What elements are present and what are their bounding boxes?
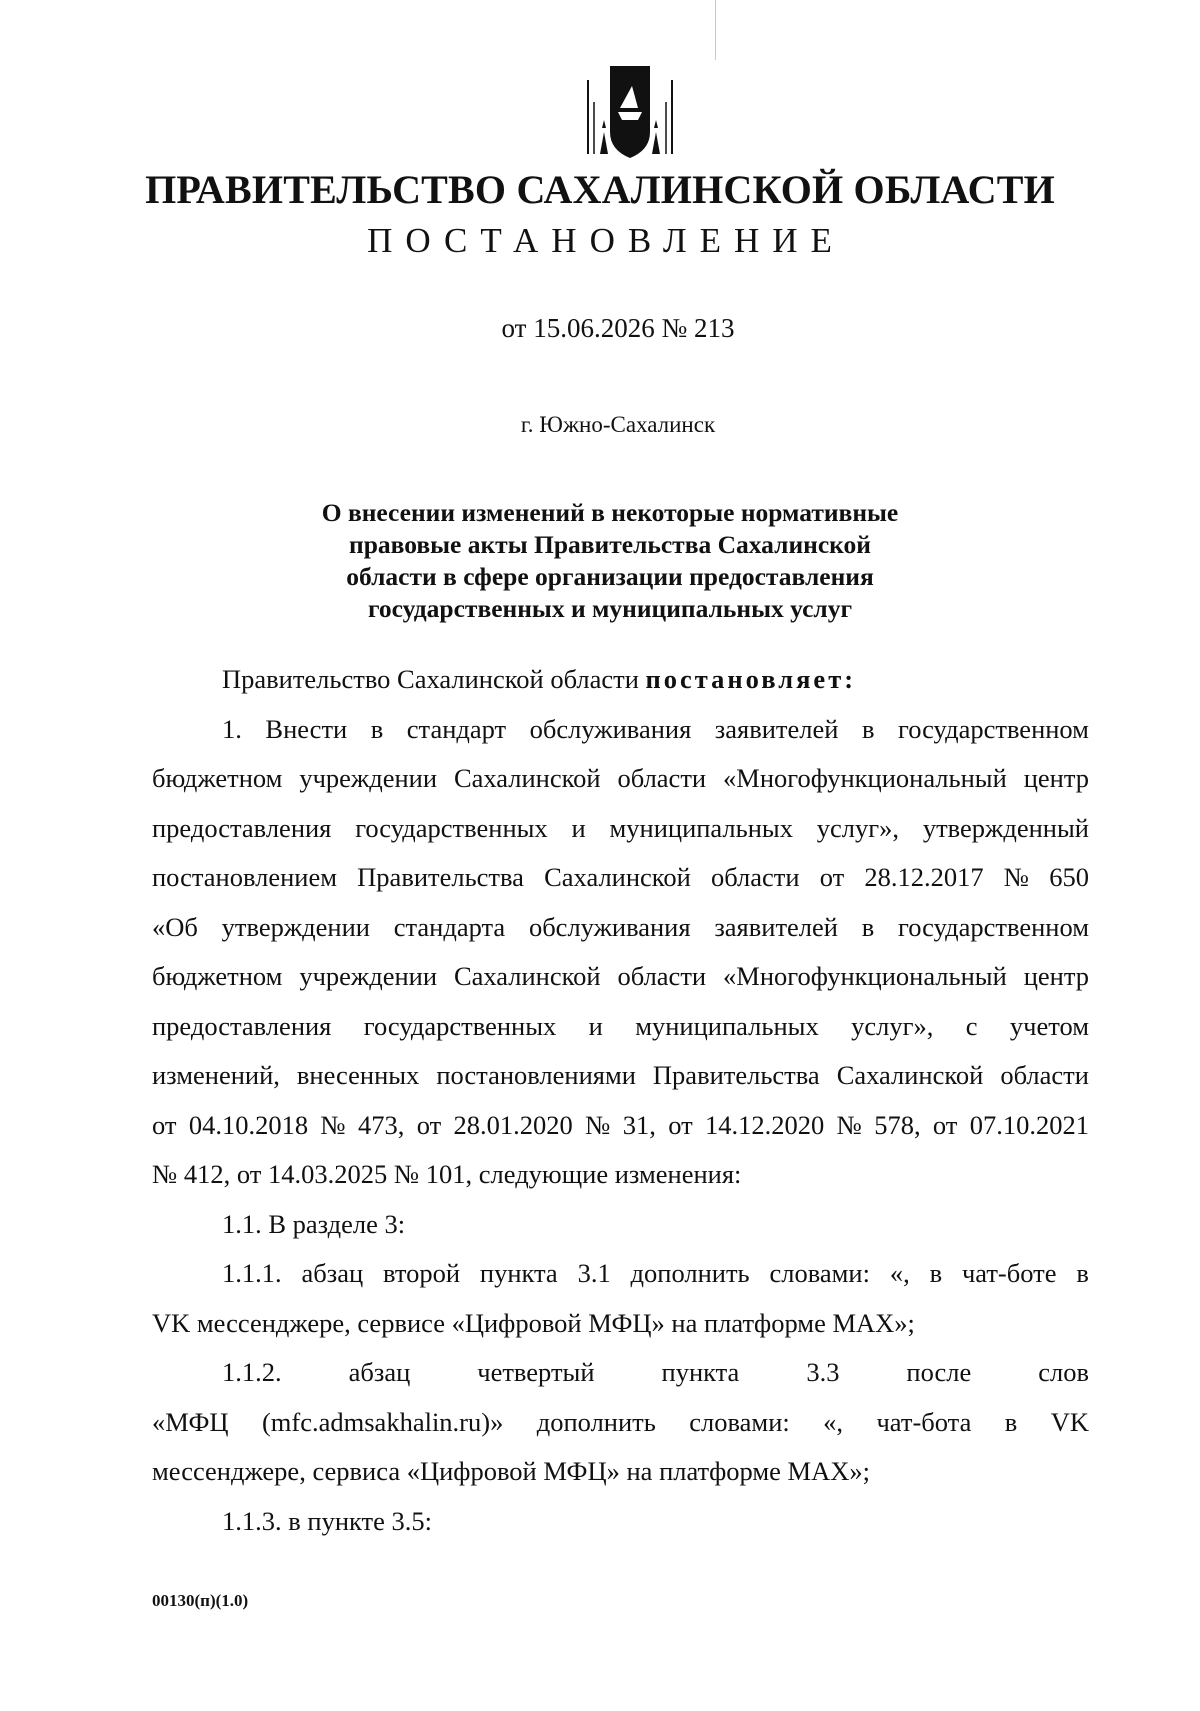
word: абзац [301,1258,364,1288]
word: услуг», [816,812,900,843]
word: № [320,1109,346,1140]
word: заявителей [714,911,838,942]
word: в [370,713,384,744]
word: и [588,1010,603,1041]
body-line [152,1398,1089,1448]
word: словами: [769,1258,870,1288]
word: четвертый [477,1357,595,1387]
word: «МФЦ [152,1406,229,1437]
word: постановлениями [436,1060,636,1090]
body-line [152,1348,1089,1398]
word: в [1076,1258,1089,1288]
document-type: ПОСТАНОВЛЕНИЕ [367,221,845,260]
word: № [1003,862,1030,892]
body-line [152,705,1089,755]
word: 28.01.2020 [453,1109,573,1140]
scan-artifact-line [715,0,716,60]
word: «, [823,1406,844,1437]
word: муниципальных [635,1010,819,1041]
subject-line: правовые акты Правительства Сахалинской [349,530,871,559]
body-line [152,952,1089,1002]
word: словами: [689,1406,790,1437]
word: области [1000,1060,1089,1090]
word: от [416,1109,442,1140]
document-city: г. Южно-Сахалинск [520,412,716,437]
word: в [861,713,875,744]
body-line: мессенджере, сервиса «Цифровой МФЦ» на платформе MAX»; [152,1456,871,1486]
word: в [929,1258,943,1288]
word: центр [1023,961,1089,991]
word: учреждении [299,961,438,991]
government-title: ПРАВИТЕЛЬСТВО САХАЛИНСКОЙ ОБЛАСТИ [145,167,1055,212]
body-line [152,1249,1089,1299]
word: области [710,862,800,892]
word: утвержденный [922,812,1089,843]
document-body [152,655,1089,1546]
body-line [152,903,1089,953]
word: постановлением [152,862,337,892]
word: 04.10.2018 [188,1109,309,1140]
subject-line: области в сфере организации предоставления [346,562,874,591]
word: Сахалинской [453,961,601,991]
word: и [571,812,586,843]
section-heading: 1.1. В разделе 3: [222,1208,406,1239]
word: от [152,1109,177,1140]
word: внесенных [296,1060,420,1090]
body-line [152,853,1089,903]
preamble [152,655,1089,705]
word: бюджетном [152,961,283,991]
word: стандарта [393,911,506,942]
word: пункта [479,1258,558,1288]
word: в [861,911,875,942]
body-line [152,1002,1089,1052]
word: государственном [898,911,1089,942]
word: в [1004,1406,1018,1437]
preamble-text: Правительство Сахалинской области [222,664,646,694]
subsection-heading: 1.1.3. в пункте 3.5: [222,1505,432,1536]
word: от [932,1109,958,1140]
word: области [617,961,707,991]
word: учетом [1009,1010,1089,1041]
word: слов [1038,1357,1089,1387]
word: муниципальных [609,812,793,843]
word: Сахалинской [836,1060,984,1090]
word: чат-бота [876,1406,972,1437]
word: «Многофункциональный [723,763,1007,793]
word: предоставления [152,1010,332,1041]
word: второй [383,1258,461,1288]
word: (mfc.admsakhalin.ru)» [261,1406,504,1437]
word: заявителей [714,713,839,744]
body-line: VK мессенджере, сервисе «Цифровой МФЦ» на платформе MAX»; [152,1307,915,1338]
preamble-emphasis: постановляет [645,664,845,694]
word: 473, [358,1109,405,1140]
word: VK [1050,1406,1089,1437]
word: 1.1.1. [222,1258,282,1288]
word: 07.10.2021 [969,1109,1089,1140]
word: 14.12.2020 [705,1109,825,1140]
word: учреждении [299,763,438,793]
word: 578, [874,1109,921,1140]
word: изменений, [152,1060,280,1090]
word: Внести [265,713,348,744]
word: центр [1023,763,1089,793]
word: 3.3 [806,1357,840,1387]
word: Правительства [357,862,524,892]
word: чат-боте [961,1258,1057,1288]
subject-line: государственных и муниципальных услуг [367,594,853,623]
word: услуг», [851,1010,934,1041]
word: 28.12.2017 [864,862,984,892]
word: дополнить [630,1258,750,1288]
word: Сахалинской [453,763,601,793]
word: с [965,1010,978,1041]
body-line [152,1051,1089,1101]
form-code: 00130(п)(1.0) [152,1591,249,1610]
word: бюджетном [152,763,283,793]
preamble-colon: : [844,664,857,694]
word: государственных [355,812,548,843]
coat-of-arms-icon [580,62,680,162]
word: абзац [348,1357,411,1387]
word: пункта [661,1357,740,1387]
word: 1. [222,713,242,744]
word: от [819,862,845,892]
word: государственных [363,1010,557,1041]
body-line [152,804,1089,854]
subject-line: О внесении изменений в некоторые нормативные [321,498,899,527]
body-line: № 412, от 14.03.2025 № 101, следующие изменения: [152,1159,742,1189]
word: 31, [622,1109,656,1140]
word: стандарт [406,713,507,744]
word: обслуживания [528,911,691,942]
word: от [668,1109,693,1140]
word: государственном [898,713,1089,744]
word: области [617,763,707,793]
body-line [152,754,1089,804]
word: «Многофункциональный [723,961,1007,991]
word: «, [889,1258,910,1288]
word: № [836,1109,862,1140]
word: обслуживания [529,713,692,744]
word: 3.1 [577,1258,611,1288]
body-line [152,1101,1089,1151]
word: «Об [152,911,198,942]
word: № [585,1109,611,1140]
word: предоставления [152,812,332,843]
word: 1.1.2. [222,1357,282,1387]
word: утверждении [221,911,370,942]
word: после [906,1357,972,1387]
word: 650 [1049,862,1089,892]
document-subject [250,497,970,625]
document-date-number: от 15.06.2026 № 213 [501,313,735,343]
word: Правительства [652,1060,820,1090]
word: дополнить [536,1406,656,1437]
word: Сахалинской [544,862,691,892]
